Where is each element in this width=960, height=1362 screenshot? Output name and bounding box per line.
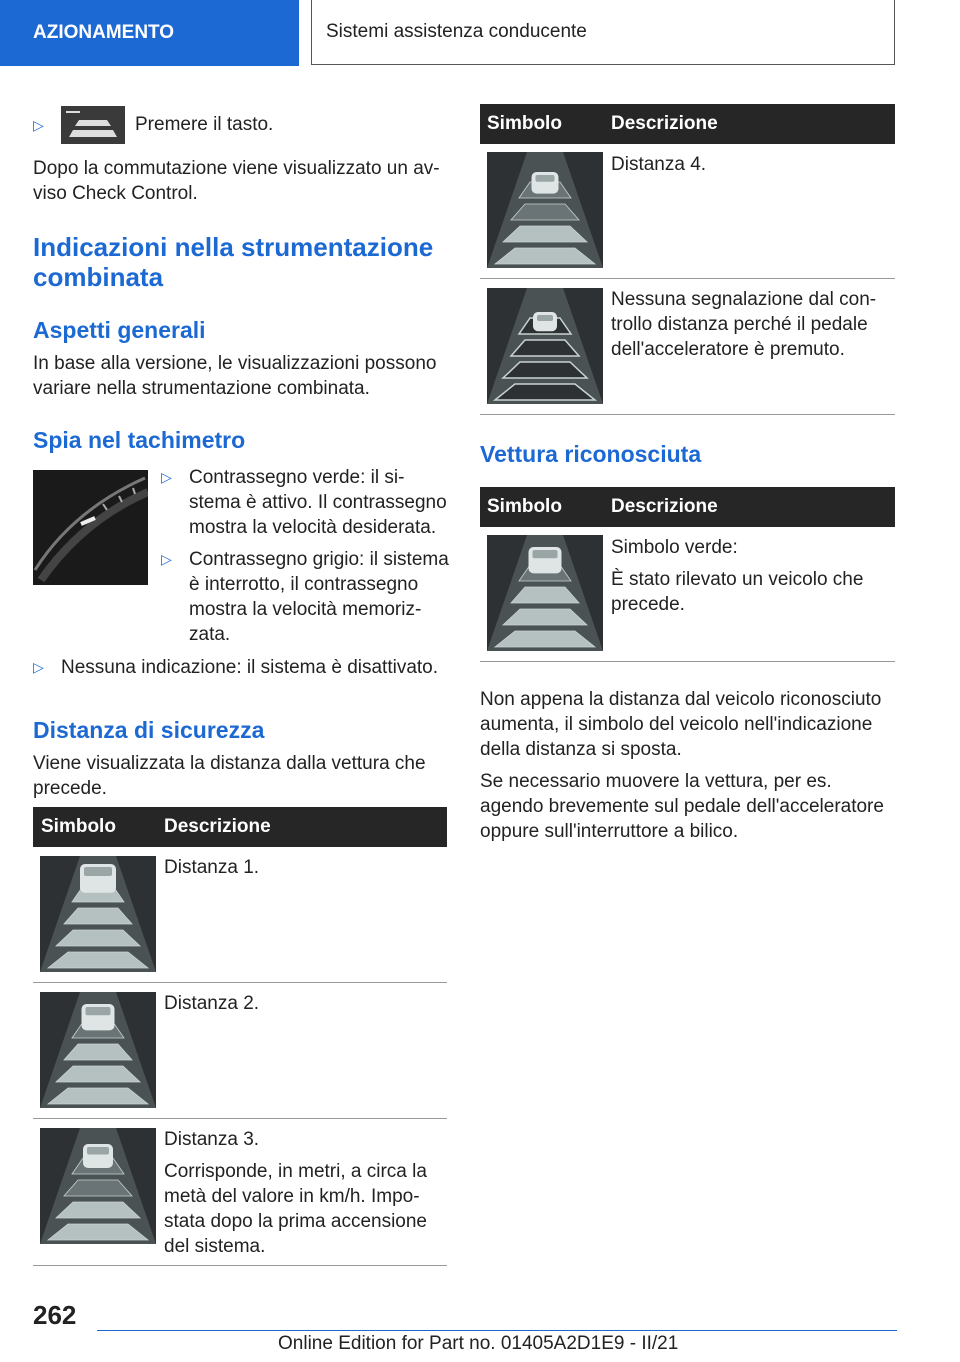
distance-button-icon	[61, 106, 125, 144]
aspetti-text: In base alla versione, le visualizzazioni possono variare nella strumentazione combinata.	[33, 353, 437, 399]
col-description: Descrizione	[164, 816, 271, 837]
triangle-bullet-icon: ▷	[33, 116, 44, 133]
row-description	[611, 535, 895, 617]
footer-divider	[97, 1330, 897, 1331]
heading-indicazioni: Indicazioni nella strumentazione combinata	[33, 232, 434, 292]
row-desc-text: Distanza 1.	[164, 857, 260, 878]
row-description	[611, 152, 895, 177]
spia-bullet-2	[161, 547, 451, 647]
after-switch-text: Dopo la commutazione viene visualizzato un av-viso Check Control.	[33, 158, 440, 204]
row-desc-text: Distanza 2.	[164, 993, 260, 1014]
table-row	[33, 847, 447, 983]
triangle-bullet-icon: ▷	[161, 469, 172, 485]
press-button-text: Premere il tasto.	[135, 114, 274, 135]
distance-2-icon	[40, 992, 156, 1108]
distance-no-signal-icon	[487, 288, 603, 404]
table-row	[480, 279, 895, 415]
table-header	[480, 487, 895, 527]
table-row	[33, 983, 447, 1119]
chapter-header	[311, 0, 895, 65]
section-title: AZIONAMENTO	[33, 22, 175, 43]
row-desc-text: Corrisponde, in metri, a circa la metà del valore in km/h. Impo-stata dopo la prima accensione del sistema.	[164, 1161, 427, 1257]
distance-4-icon	[487, 152, 603, 268]
press-button-line	[33, 106, 273, 144]
col-symbol: Simbolo	[487, 496, 562, 517]
spia-bullet-1-text: Contrassegno verde: il si-stema è attivo. Il contrassegno mostra la velocità desiderata.	[189, 467, 447, 538]
distance-1-icon	[40, 856, 156, 972]
col-description: Descrizione	[611, 496, 718, 517]
speedometer-image	[33, 470, 148, 585]
table-header	[480, 104, 895, 144]
row-description	[164, 855, 447, 880]
row-description	[164, 991, 447, 1016]
col-symbol: Simbolo	[487, 113, 562, 134]
spia-bullet-3-text: Nessuna indicazione: il sistema è disattivato.	[61, 657, 439, 678]
triangle-bullet-icon: ▷	[161, 551, 172, 567]
col-description: Descrizione	[611, 113, 718, 134]
heading-spia: Spia nel tachimetro	[33, 427, 246, 453]
section-tab	[0, 0, 299, 66]
col-symbol: Simbolo	[41, 816, 116, 837]
row-description	[611, 287, 895, 362]
spia-bullet-2-text: Contrassegno grigio: il sistema è interrotto, il contrassegno mostra la velocità memoriz-zata.	[189, 549, 449, 645]
table-row	[33, 1119, 447, 1266]
table-row	[480, 527, 895, 662]
row-desc-text: Simbolo verde:	[611, 537, 738, 558]
row-desc-text: Nessuna segnalazione dal con-trollo distanza perché il pedale dell'acceleratore è premuto.	[611, 289, 877, 360]
row-desc-text: Distanza 4.	[611, 154, 707, 175]
table-row	[480, 144, 895, 279]
triangle-bullet-icon: ▷	[33, 659, 44, 675]
heading-aspetti: Aspetti generali	[33, 317, 206, 343]
row-description	[164, 1127, 447, 1259]
heading-distanza: Distanza di sicurezza	[33, 717, 265, 743]
spia-bullet-1	[161, 465, 451, 540]
page-number: 262	[33, 1300, 77, 1330]
table-header	[33, 807, 447, 847]
paragraph-distance-change: Non appena la distanza dal veicolo riconosciuto aumenta, il simbolo del veicolo nell'indicazione della distanza si sposta.	[480, 689, 882, 760]
footer-edition: Online Edition for Part no. 01405A2D1E9 - II/21	[278, 1333, 679, 1354]
chapter-title: Sistemi assistenza conducente	[326, 21, 587, 42]
distanza-text: Viene visualizzata la distanza dalla vettura che precede.	[33, 753, 426, 799]
row-desc-text: Distanza 3.	[164, 1129, 260, 1150]
heading-vettura: Vettura riconosciuta	[480, 441, 702, 467]
distance-3-icon	[40, 1128, 156, 1244]
paragraph-move-vehicle: Se necessario muovere la vettura, per es. agendo brevemente sul pedale dell'acceleratore oppure sull'interruttore a bilico.	[480, 771, 884, 842]
vehicle-detected-icon	[487, 535, 603, 651]
spia-bullet-3	[33, 655, 447, 680]
row-desc-text: È stato rilevato un veicolo che precede.	[611, 569, 864, 615]
